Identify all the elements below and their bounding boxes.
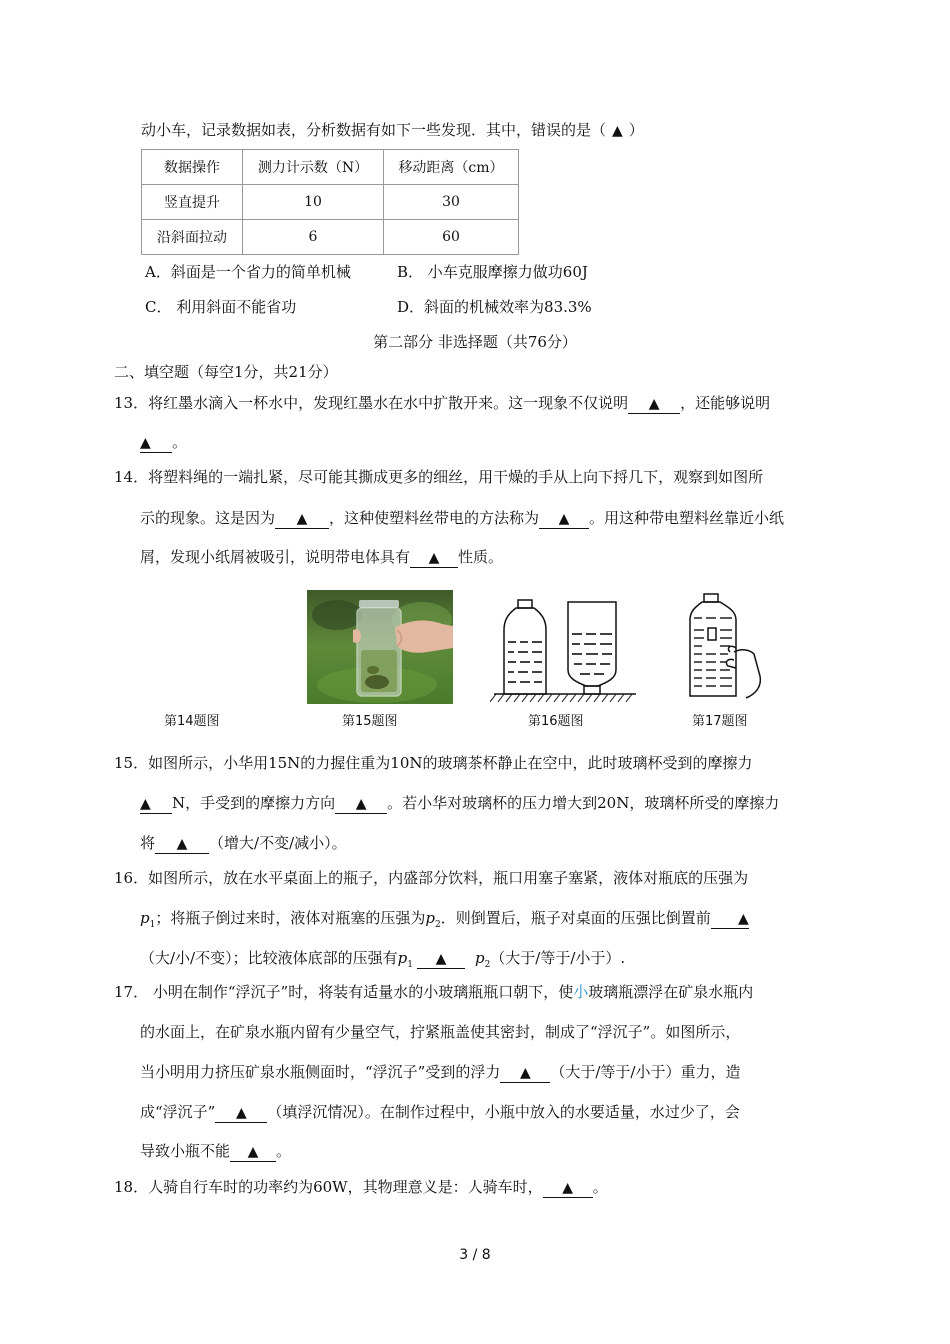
answer-blank[interactable]: ▲ xyxy=(215,1104,267,1123)
figure-16-bottles xyxy=(490,594,638,706)
hand-holding-glass-icon xyxy=(307,590,453,704)
table-header: 测力计示数（N） xyxy=(243,150,384,185)
answer-blank[interactable]: ▲ xyxy=(140,434,172,453)
answer-blank[interactable]: ▲ xyxy=(230,1143,276,1162)
question-16-line2: $p_1$；将瓶子倒过来时，液体对瓶塞的压强为$p_2$．则倒置后，瓶子对桌面的压强比倒置前 ▲ xyxy=(140,909,749,930)
question-17-line4: 成“浮沉子” ▲ （填浮沉情况）。在制作过程中，小瓶中放入的水要适量，水过少了，会 xyxy=(140,1103,740,1121)
answer-blank[interactable]: ▲ xyxy=(539,510,589,529)
caption-figure-16: 第16题图 xyxy=(528,714,584,729)
table-cell: 60 xyxy=(384,220,519,255)
option-a: A．斜面是一个省力的简单机械 xyxy=(145,263,351,281)
bottles-diagram-icon xyxy=(490,594,638,706)
option-b: B． 小车克服摩擦力做功60J xyxy=(397,263,588,281)
question-17-line3: 当小明用力挤压矿泉水瓶侧面时，“浮沉子”受到的浮力 ▲ （大于/等于/小于）重力，造 xyxy=(140,1063,741,1081)
question-16-line3: （大/小/不变）；比较液体底部的压强有$p_1$ ▲ $p_2$（大于/等于/小于）. xyxy=(140,949,626,970)
question-15-line2: ▲ N，手受到的摩擦力方向 ▲ 。若小华对玻璃杯的压力增大到20N，玻璃杯所受的摩擦力 xyxy=(140,794,780,812)
answer-blank[interactable]: ▲ xyxy=(711,910,749,929)
option-c: C． 利用斜面不能省功 xyxy=(145,298,297,316)
question-18: 18．人骑自行车时的功率约为60W，其物理意义是：人骑车时， ▲ 。 xyxy=(114,1178,608,1196)
question-15-line1: 15．如图所示，小华用15N的力握住重为10N的玻璃茶杯静止在空中，此时玻璃杯受到的摩擦力 xyxy=(114,754,753,772)
question-13-line1: 13．将红墨水滴入一杯水中，发现红墨水在水中扩散开来。这一现象不仅说明 ▲ ，还能够说明 xyxy=(114,394,771,412)
question-16-line1: 16．如图所示，放在水平桌面上的瓶子，内盛部分饮料，瓶口用塞子塞紧，液体对瓶底的压强为 xyxy=(114,869,749,887)
question-14-line3: 屑，发现小纸屑被吸引，说明带电体具有 ▲ 性质。 xyxy=(140,548,504,566)
q12-intro: 动小车，记录数据如表，分析数据有如下一些发现．其中，错误的是（ ▲ ） xyxy=(141,121,644,139)
table-row xyxy=(142,185,519,220)
question-17-line5: 导致小瓶不能 ▲ 。 xyxy=(140,1142,292,1160)
data-table xyxy=(141,149,519,255)
table-header: 移动距离（cm） xyxy=(384,150,519,185)
table-header: 数据操作 xyxy=(142,150,243,185)
figure-17-cartesian-diver xyxy=(684,590,766,704)
answer-blank[interactable]: ▲ xyxy=(417,950,465,969)
question-17-line1: 17． 小明在制作“浮沉子”时，将装有适量水的小玻璃瓶瓶口朝下，使小玻璃瓶漂浮在矿泉水瓶内 xyxy=(114,983,754,1001)
page-number: 3 / 8 xyxy=(459,1247,491,1263)
question-14-line1: 14．将塑料绳的一端扎紧，尽可能其撕成更多的细丝，用干燥的手从上向下捋几下，观察到如图所 xyxy=(114,468,764,486)
table-cell: 30 xyxy=(384,185,519,220)
part2-title: 第二部分 非选择题（共76分） xyxy=(373,333,577,351)
answer-blank[interactable]: ▲ xyxy=(410,549,458,568)
answer-blank[interactable]: ▲ xyxy=(543,1179,593,1198)
table-header-row xyxy=(142,150,519,185)
table-cell: 10 xyxy=(243,185,384,220)
table-row xyxy=(142,220,519,255)
question-15-line3: 将 ▲ （增大/不变/减小）。 xyxy=(140,834,347,852)
option-d: D．斜面的机械效率为83.3% xyxy=(397,298,592,316)
caption-figure-17: 第17题图 xyxy=(692,714,748,729)
figure-15-photo xyxy=(307,590,453,704)
answer-blank[interactable]: ▲ xyxy=(140,795,172,814)
table-cell: 6 xyxy=(243,220,384,255)
question-14-line2: 示的现象。这是因为 ▲ ，这种使塑料丝带电的方法称为 ▲ 。用这种带电塑料丝靠近小纸 xyxy=(140,509,785,527)
question-17-line2: 的水面上，在矿泉水瓶内留有少量空气，拧紧瓶盖使其密封，制成了“浮沉子”。如图所示， xyxy=(140,1023,741,1041)
squeezed-bottle-icon xyxy=(684,590,766,704)
answer-blank[interactable]: ▲ xyxy=(155,835,209,854)
answer-blank[interactable]: ▲ xyxy=(628,395,680,414)
section-heading: 二、填空题（每空1分，共21分） xyxy=(114,363,338,381)
caption-figure-15: 第15题图 xyxy=(342,714,398,729)
table-cell: 竖直提升 xyxy=(142,185,243,220)
question-13-line2: ▲ 。 xyxy=(140,433,188,451)
table-cell: 沿斜面拉动 xyxy=(142,220,243,255)
figure-14 xyxy=(150,590,260,700)
answer-blank[interactable]: ▲ xyxy=(335,795,387,814)
answer-blank[interactable]: ▲ xyxy=(500,1064,550,1083)
caption-figure-14: 第14题图 xyxy=(164,714,220,729)
answer-blank[interactable]: ▲ xyxy=(275,510,329,529)
